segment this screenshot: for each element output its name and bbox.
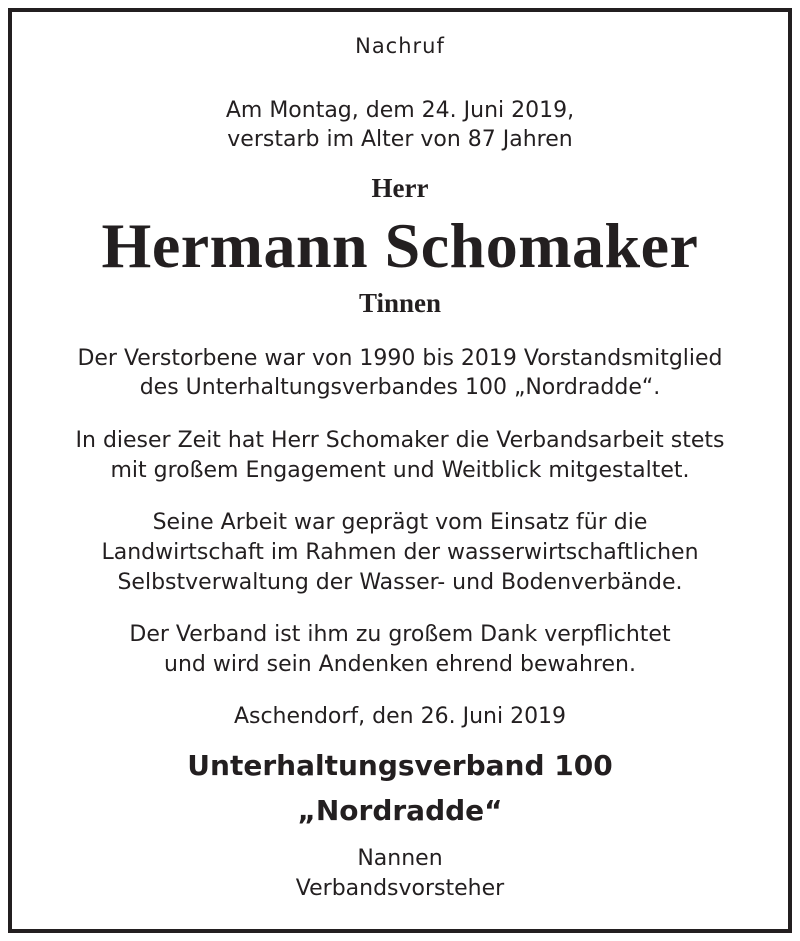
signatory-role: Verbandsvorsteher	[295, 876, 505, 901]
signatory-name: Nannen	[357, 846, 443, 871]
obituary-notice	[8, 8, 792, 933]
organization-subname: „Nordradde“	[297, 794, 503, 827]
paragraph-4-line-1: Der Verband ist ihm zu großem Dank verpflichtet	[129, 622, 671, 647]
deceased-name: Hermann Schomaker	[101, 210, 699, 281]
paragraph-3-line-1: Seine Arbeit war geprägt vom Einsatz für die	[152, 510, 648, 535]
paragraph-2-line-1: In dieser Zeit hat Herr Schomaker die Verbandsarbeit stets	[75, 428, 725, 453]
death-age-line: verstarb im Alter von 87 Jahren	[227, 127, 573, 152]
organization-name: Unterhaltungsverband 100	[187, 749, 613, 782]
paragraph-3-line-2: Landwirtschaft im Rahmen der wasserwirtschaftlichen	[101, 540, 699, 565]
paragraph-1-line-1: Der Verstorbene war von 1990 bis 2019 Vorstandsmitglied	[77, 346, 723, 371]
notice-heading: Nachruf	[355, 34, 445, 58]
death-date-line: Am Montag, dem 24. Juni 2019,	[225, 98, 575, 123]
date-and-place: Aschendorf, den 26. Juni 2019	[233, 704, 567, 729]
paragraph-2-line-2: mit großem Engagement und Weitblick mitgestaltet.	[110, 458, 690, 483]
paragraph-1-line-2: des Unterhaltungsverbandes 100 „Nordradde“.	[139, 375, 661, 400]
honorific-title: Herr	[371, 173, 429, 203]
deceased-place: Tinnen	[358, 288, 442, 318]
paragraph-4-line-2: und wird sein Andenken ehrend bewahren.	[164, 652, 636, 677]
paragraph-3-line-3: Selbstverwaltung der Wasser- und Bodenverbände.	[117, 570, 683, 595]
